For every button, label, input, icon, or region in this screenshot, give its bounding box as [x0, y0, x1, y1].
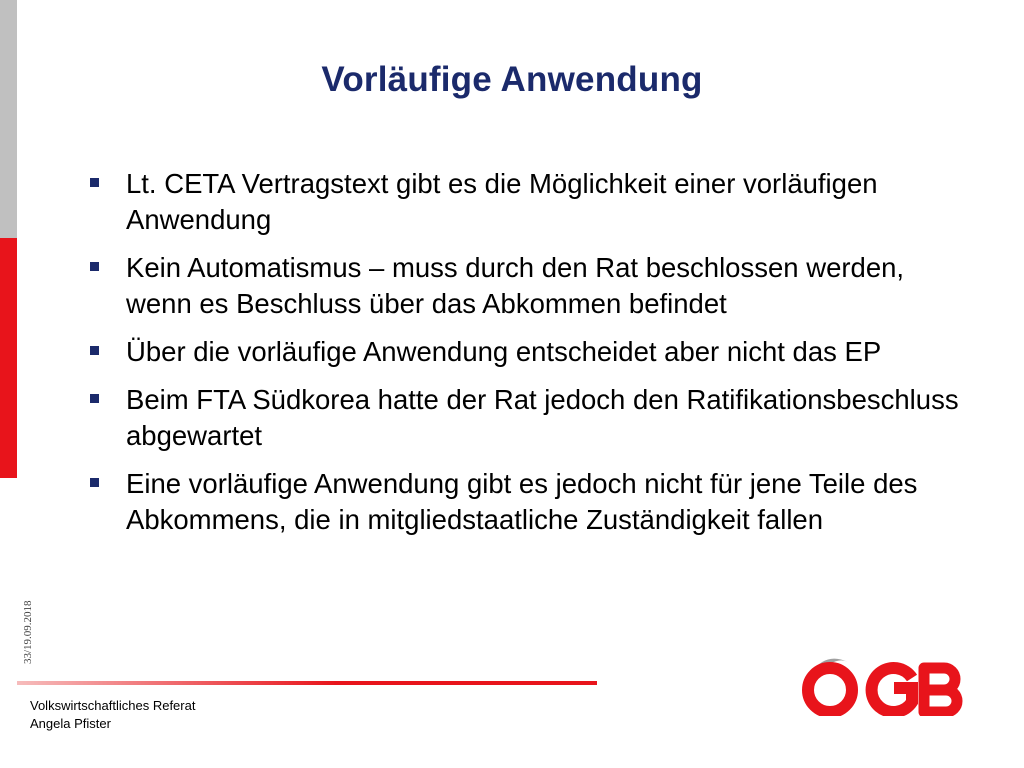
bullet-square-icon [90, 178, 99, 187]
bullet-text: Über die vorläufige Anwendung entscheidet aber nicht das EP [126, 336, 882, 367]
bullet-item [90, 166, 970, 238]
bullet-square-icon [90, 346, 99, 355]
footer-author: Angela Pfister [30, 716, 111, 731]
bullet-item [90, 466, 970, 538]
bullet-list [90, 166, 970, 550]
logo-letter-o [808, 668, 852, 712]
bullet-text: Lt. CETA Vertragstext gibt es die Möglichkeit einer vorläufigen Anwendung [126, 168, 878, 235]
logo-letter-b [924, 668, 957, 712]
bullet-text: Eine vorläufige Anwendung gibt es jedoch nicht für jene Teile des Abkommens, die in mitgliedstaatliche Zuständigkeit fallen [126, 468, 918, 535]
date-stamp: 33/19.09.2018 [22, 600, 34, 664]
logo-letter-g [872, 668, 912, 712]
bullet-text: Kein Automatismus – muss durch den Rat beschlossen werden, wenn es Beschluss über das Abkommen befindet [126, 252, 905, 319]
bullet-item [90, 334, 970, 370]
footer-divider [17, 681, 597, 685]
bullet-item [90, 382, 970, 454]
slide-title: Vorläufige Anwendung [321, 60, 703, 99]
footer-text [30, 697, 195, 733]
oegb-logo [800, 650, 970, 716]
bullet-square-icon [90, 394, 99, 403]
bullet-item [90, 250, 970, 322]
bullet-text: Beim FTA Südkorea hatte der Rat jedoch den Ratifikationsbeschluss abgewartet [126, 384, 959, 451]
bullet-square-icon [90, 262, 99, 271]
side-bar-red [0, 238, 17, 478]
side-bar-grey [0, 0, 17, 238]
footer-department: Volkswirtschaftliches Referat [30, 698, 196, 713]
bullet-square-icon [90, 478, 99, 487]
